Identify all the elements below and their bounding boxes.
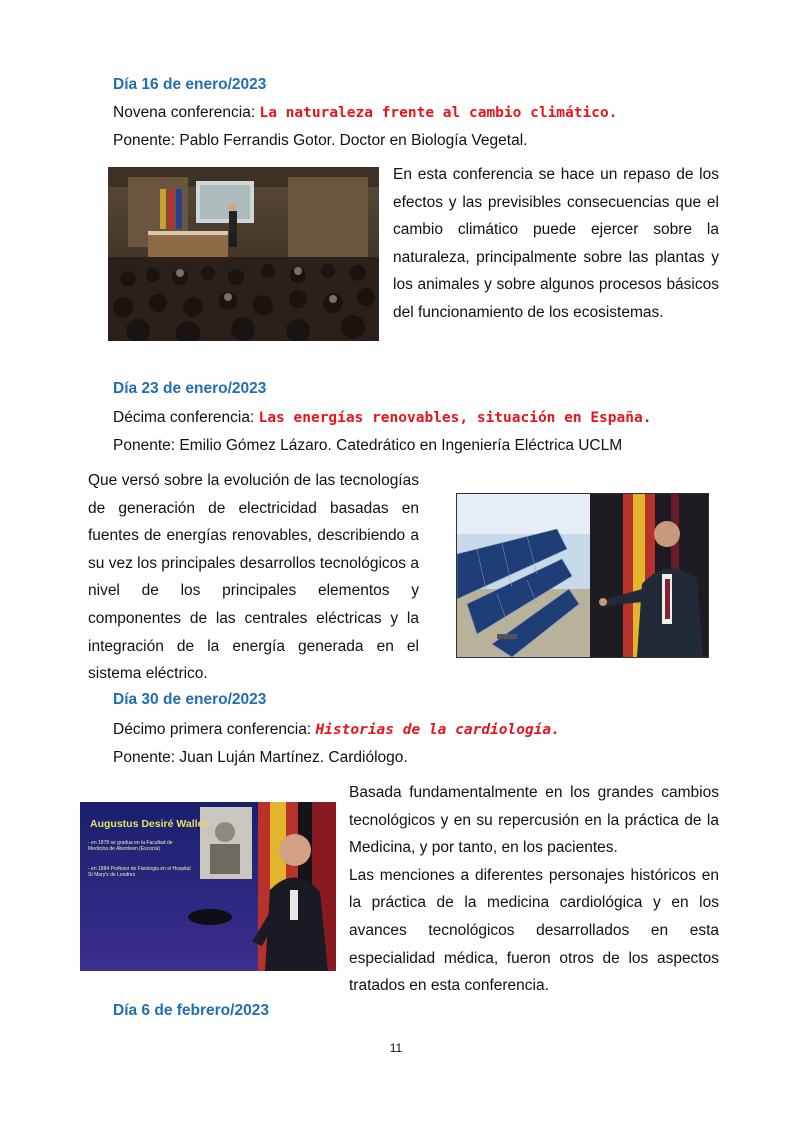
solar-speaker-photo: [456, 493, 709, 658]
conference-label: Décima conferencia:: [113, 409, 259, 426]
conference-title: Las energías renovables, situación en España.: [258, 410, 652, 426]
description-text: En esta conferencia se hace un repaso de los efectos y las previsibles consecuencias que el cambio climático puede ejercer sobre la naturaleza, principalmente sobre las plantas y los animales y sobre algunos procesos básicos del funcionamiento de los ecosistemas.: [393, 166, 719, 321]
description-jan16: [393, 161, 719, 327]
conference-line-10: [113, 409, 651, 427]
description-jan23: [88, 467, 419, 688]
conference-label: Novena conferencia:: [113, 104, 260, 121]
conference-line-11: [113, 721, 560, 739]
description-text: Basada fundamentalmente en los grandes cambios tecnológicos y en su repercusión en la práctica de la Medicina, y por tanto, en los pacientes.: [349, 784, 719, 857]
slide-bullet: - en 1884 Profesor de Fisiologia en el Hospital St Mary's de Londres: [88, 866, 191, 878]
conference-title: La naturaleza frente al cambio climático.: [259, 105, 618, 121]
slide-bullet: - en 1878 se gradua en la Facultad de Medicina de Aberdeen (Escocia): [88, 840, 173, 852]
speaker-line: Ponente: Emilio Gómez Lázaro. Catedrático en Ingeniería Eléctrica UCLM: [113, 437, 623, 454]
description-jan30: [349, 779, 719, 1000]
section-date-jan23: Día 23 de enero/2023: [113, 380, 267, 397]
section-date-jan16: Día 16 de enero/2023: [113, 76, 267, 93]
slide-title: Augustus Desiré Waller: [90, 818, 208, 830]
description-text: Que versó sobre la evolución de las tecnologías de generación de electricidad basadas en fuentes de energías renovables, describiendo a su vez los principales desarrollos tecnológicos a nivel de los principales elementos y componentes de las centrales eléctricas y la integración de la energía generada en el sistema eléctrico.: [88, 472, 419, 683]
speaker-line: Ponente: Juan Luján Martínez. Cardiólogo.: [113, 749, 408, 766]
description-text: Las menciones a diferentes personajes históricos en la práctica de la medicina cardiológica y en los avances tecnológicos desarrollados en esta especialidad médica, fueron otros de los aspectos tratados en esta conferencia.: [349, 866, 719, 995]
speaker-line: Ponente: Pablo Ferrandis Gotor. Doctor en Biología Vegetal.: [113, 132, 528, 149]
auditorium-photo: [108, 167, 379, 341]
cardiology-photo: [80, 802, 336, 971]
section-date-feb6: Día 6 de febrero/2023: [113, 1002, 269, 1019]
section-date-jan30: Día 30 de enero/2023: [113, 691, 267, 708]
page-number: 11: [389, 1041, 403, 1055]
conference-line-9: [113, 104, 617, 122]
conference-title: Historias de la cardiología.: [315, 722, 560, 738]
conference-label: Décimo primera conferencia:: [113, 721, 316, 738]
